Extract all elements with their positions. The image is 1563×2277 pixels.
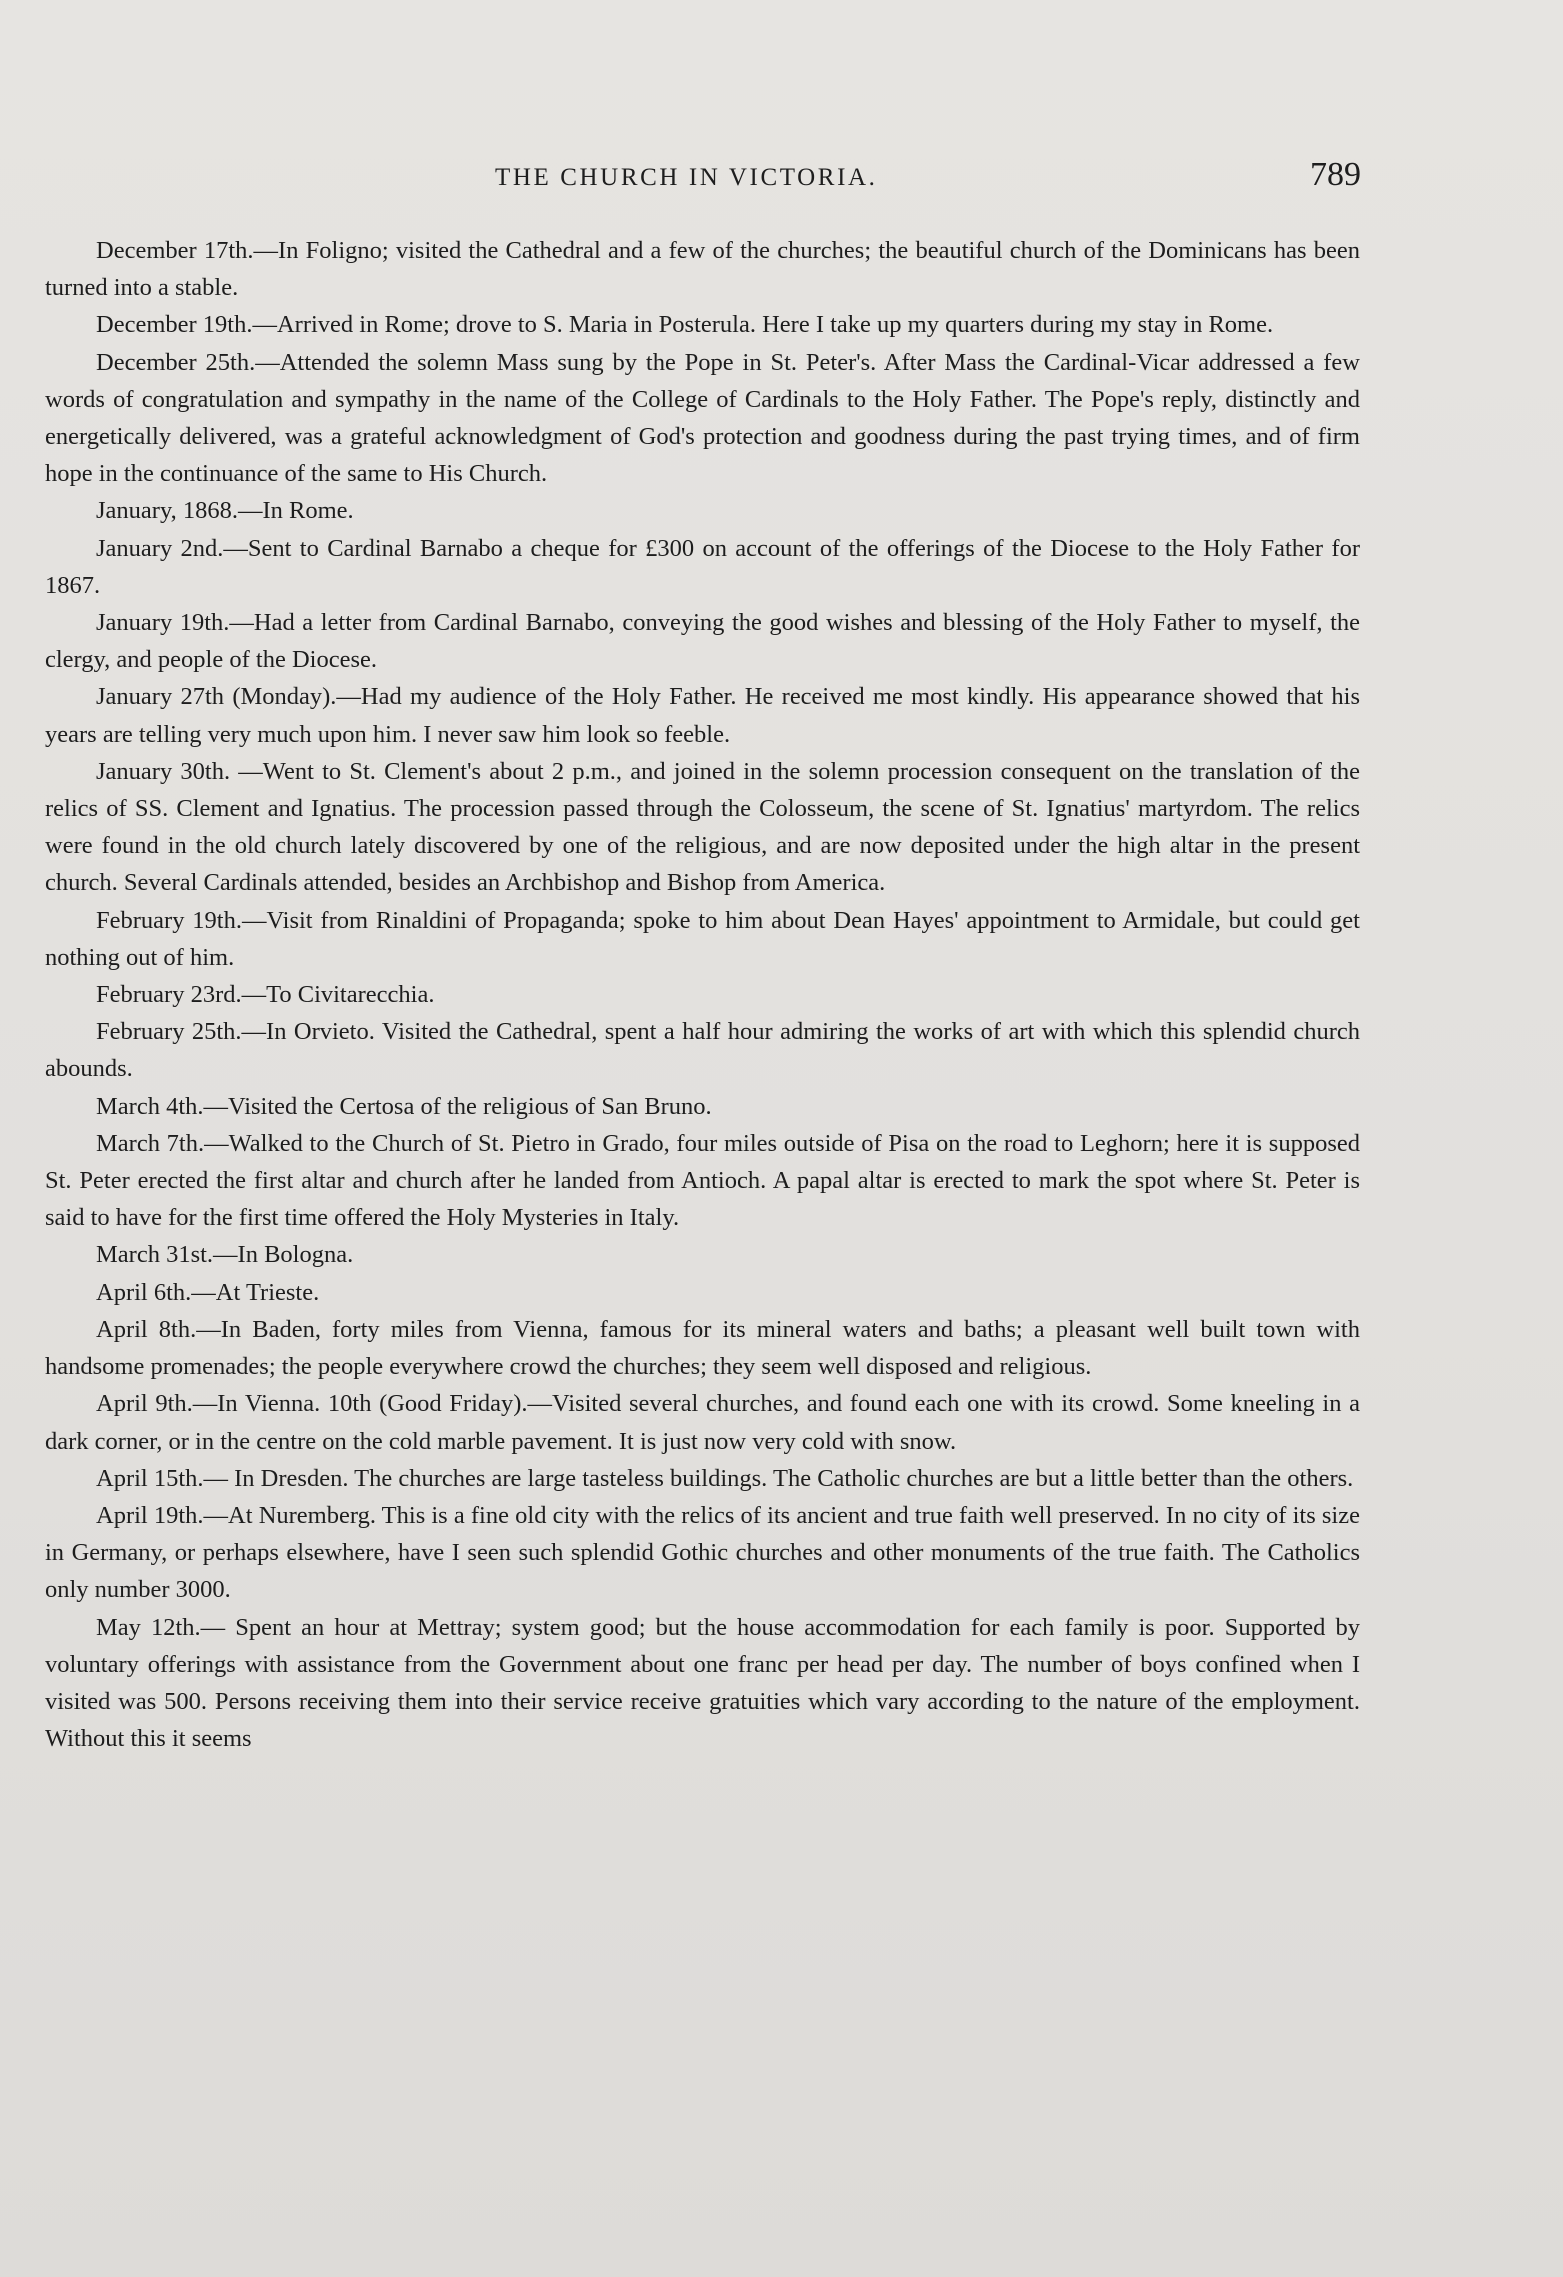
diary-entry: December 19th.—Arrived in Rome; drove to S. Maria in Posterula. Here I take up my quarters during my stay in Rome. <box>96 311 1274 339</box>
diary-entry: April 15th.— In Dresden. The churches are large tasteless buildings. The Catholic churches are but a little better than the others. <box>96 1464 1354 1492</box>
diary-entry: March 7th.—Walked to the Church of St. Pietro in Grado, four miles outside of Pisa on the road to Leghorn; here it is supposed St. Peter erected the first altar and church after he landed from Antioch. A papal altar is erected to mark the spot where St. Peter is said to have for the first time offered the Holy Mysteries in Italy. <box>45 1129 1360 1232</box>
diary-entry: March 31st.—In Bologna. <box>96 1241 354 1269</box>
diary-entry: January 19th.—Had a letter from Cardinal Barnabo, conveying the good wishes and blessing of the Holy Father to myself, the clergy, and people of the Diocese. <box>45 609 1360 674</box>
diary-entry: January 30th. —Went to St. Clement's about 2 p.m., and joined in the solemn procession consequent on the translation of the relics of SS. Clement and Ignatius. The procession passed through the Colosseum, the scene of St. Ignatius' martyrdom. The relics were found in the old church lately discovered by one of the religious, and are now deposited under the high altar in the present church. Several Cardinals attended, besides an Archbishop and Bishop from America. <box>45 757 1360 897</box>
page-number: 789 <box>1310 156 1361 193</box>
diary-entry: February 19th.—Visit from Rinaldini of Propaganda; spoke to him about Dean Hayes' appointment to Armidale, but could get nothing out of him. <box>45 906 1360 971</box>
diary-entry: April 6th.—At Trieste. <box>96 1278 320 1306</box>
diary-entry: April 8th.—In Baden, forty miles from Vienna, famous for its mineral waters and baths; a pleasant well built town with handsome promenades; the people everywhere crowd the churches; they seem well disposed and religious. <box>45 1315 1360 1381</box>
diary-entry: January, 1868.—In Rome. <box>96 497 354 525</box>
diary-entry: March 4th.—Visited the Certosa of the religious of San Bruno. <box>96 1092 712 1120</box>
diary-entry: February 25th.—In Orvieto. Visited the Cathedral, spent a half hour admiring the works of art with which this splendid church abounds. <box>45 1018 1360 1083</box>
diary-entry: December 17th.—In Foligno; visited the Cathedral and a few of the churches; the beautiful church of the Dominicans has been turned into a stable. <box>45 237 1360 302</box>
diary-text <box>45 232 1360 1757</box>
diary-entry: April 19th.—At Nuremberg. This is a fine old city with the relics of its ancient and true faith well preserved. In no city of its size in Germany, or perhaps elsewhere, have I seen such splendid Gothic churches and other monuments of the true faith. The Catholics only number 3000. <box>45 1501 1360 1604</box>
diary-entry: December 25th.—Attended the solemn Mass sung by the Pope in St. Peter's. After Mass the Cardinal-Vicar addressed a few words of congratulation and sympathy in the name of the College of Cardinals to the Holy Father. The Pope's reply, distinctly and energetically delivered, was a grateful acknowledgment of God's protection and goodness during the past trying times, and of firm hope in the continuance of the same to His Church. <box>45 348 1360 488</box>
diary-entry: May 12th.— Spent an hour at Mettray; system good; but the house accommodation for each family is poor. Supported by voluntary offerings with assistance from the Government about one franc per head per day. The number of boys confined when I visited was 500. Persons receiving them into their service receive gratuities which vary according to the nature of the employment. Without this it seems <box>45 1613 1360 1753</box>
running-head <box>0 156 1563 200</box>
diary-entry: January 27th (Monday).—Had my audience of the Holy Father. He received me most kindly. His appearance showed that his years are telling very much upon him. I never saw him look so feeble. <box>45 683 1360 748</box>
diary-entry: February 23rd.—To Civitarecchia. <box>96 981 435 1009</box>
diary-entry: January 2nd.—Sent to Cardinal Barnabo a cheque for £300 on account of the offerings of the Diocese to the Holy Father for 1867. <box>45 534 1360 599</box>
diary-entry: April 9th.—In Vienna. 10th (Good Friday).—Visited several churches, and found each one with its crowd. Some kneeling in a dark corner, or in the centre on the cold marble pavement. It is just now very cold with snow. <box>45 1390 1360 1455</box>
running-title: THE CHURCH IN VICTORIA. <box>495 164 878 191</box>
